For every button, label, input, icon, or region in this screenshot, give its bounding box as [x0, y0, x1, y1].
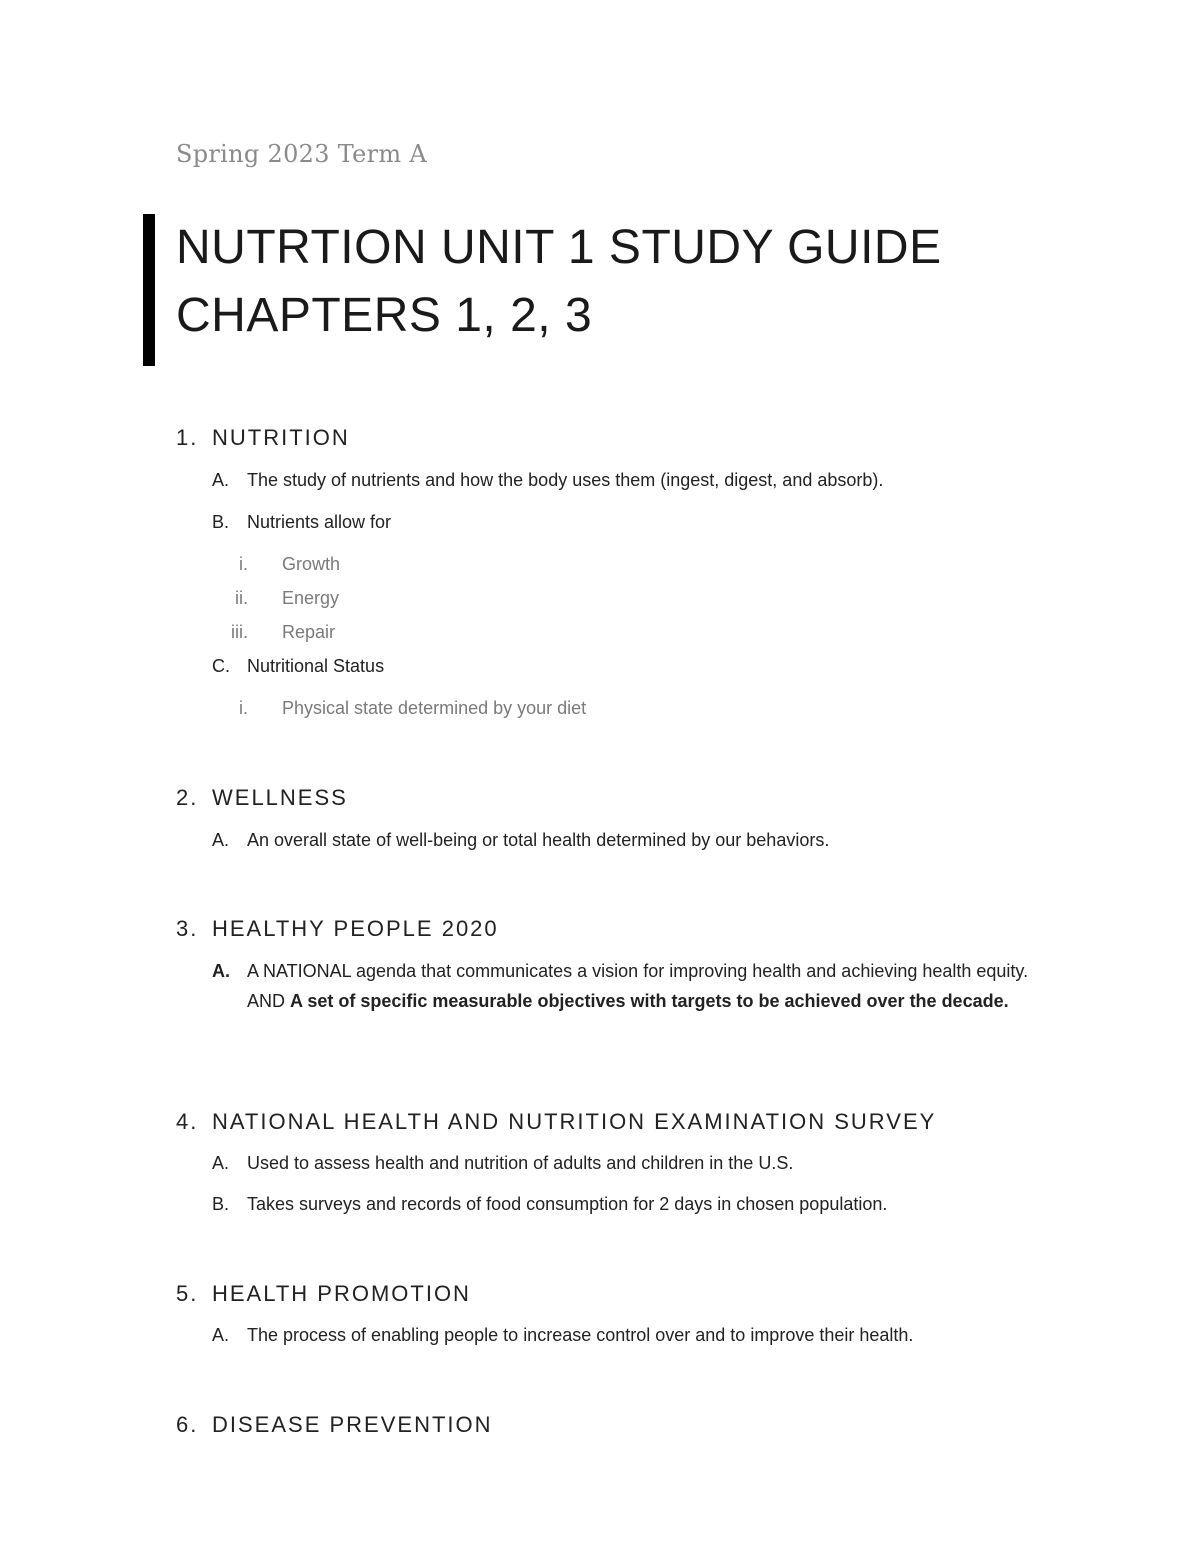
item-text: The study of nutrients and how the body uses them (ingest, digest, and absorb).: [247, 470, 884, 490]
section-number: 2.: [176, 785, 199, 810]
sub-list-item: [222, 617, 335, 647]
list-item: [212, 1320, 913, 1350]
section-heading-disease-prevention: [176, 1412, 493, 1438]
list-item: [212, 465, 883, 495]
section-heading-health-promotion: [176, 1281, 471, 1307]
item-text: [247, 956, 1032, 1016]
list-item: [212, 1189, 887, 1219]
title-line-1: NUTRTION UNIT 1 STUDY GUIDE: [176, 221, 942, 274]
sub-item-marker: ii.: [235, 588, 248, 608]
list-item: [212, 825, 829, 855]
section-number: 6.: [176, 1412, 199, 1437]
list-item: [212, 651, 384, 681]
item-marker: B.: [212, 1194, 230, 1214]
sub-list-item: [222, 693, 586, 723]
sub-list-item: [222, 583, 339, 613]
sub-item-marker: i.: [239, 698, 248, 718]
sub-item-marker: iii.: [231, 622, 248, 642]
item-text: Used to assess health and nutrition of adults and children in the U.S.: [247, 1153, 794, 1173]
item-marker: A.: [212, 1325, 230, 1345]
section-heading-healthy-people: [176, 916, 499, 942]
item-marker: C.: [212, 656, 230, 676]
section-title: DISEASE PREVENTION: [212, 1412, 493, 1437]
section-title: HEALTH PROMOTION: [212, 1281, 471, 1306]
sub-item-text: Growth: [282, 554, 341, 574]
item-marker: A.: [212, 830, 230, 850]
item-marker: B.: [212, 512, 230, 532]
section-title: NUTRITION: [212, 425, 350, 450]
item-text: An overall state of well-being or total health determined by our behaviors.: [247, 830, 830, 850]
section-title: HEALTHY PEOPLE 2020: [212, 916, 499, 941]
section-number: 4.: [176, 1109, 199, 1134]
sub-item-text: Repair: [282, 622, 336, 642]
section-number: 1.: [176, 425, 199, 450]
section-heading-nutrition: [176, 425, 350, 451]
sub-item-marker: i.: [239, 554, 248, 574]
sub-item-text: Energy: [282, 588, 340, 608]
section-number: 5.: [176, 1281, 199, 1306]
list-item: [212, 1148, 793, 1178]
item-text-plain: A NATIONAL agenda that communicates a vision for improving health and achieving health equity. AND: [247, 961, 1029, 1011]
item-text: Nutritional Status: [247, 656, 385, 676]
section-heading-nhanes: [176, 1109, 936, 1135]
term-label: Spring 2023 Term A: [176, 140, 428, 168]
item-text: Nutrients allow for: [247, 512, 392, 532]
sub-list-item: [222, 549, 340, 579]
sub-item-text: Physical state determined by your diet: [282, 698, 587, 718]
page-title: [176, 214, 942, 350]
list-item: [212, 507, 391, 537]
title-accent-bar: [143, 214, 155, 366]
item-marker: A.: [212, 1153, 230, 1173]
item-text-bold: A set of specific measurable objectives with targets to be achieved over the decade.: [290, 991, 1009, 1011]
item-marker: A.: [212, 470, 230, 490]
title-line-2: CHAPTERS 1, 2, 3: [176, 289, 593, 342]
item-text: Takes surveys and records of food consumption for 2 days in chosen population.: [247, 1194, 888, 1214]
section-number: 3.: [176, 916, 199, 941]
item-marker: A.: [212, 961, 230, 981]
item-text: The process of enabling people to increase control over and to improve their health.: [247, 1325, 914, 1345]
section-heading-wellness: [176, 785, 348, 811]
section-title: WELLNESS: [212, 785, 348, 810]
list-item: [212, 956, 1032, 1016]
section-title: NATIONAL HEALTH AND NUTRITION EXAMINATION SURVEY: [212, 1109, 937, 1134]
